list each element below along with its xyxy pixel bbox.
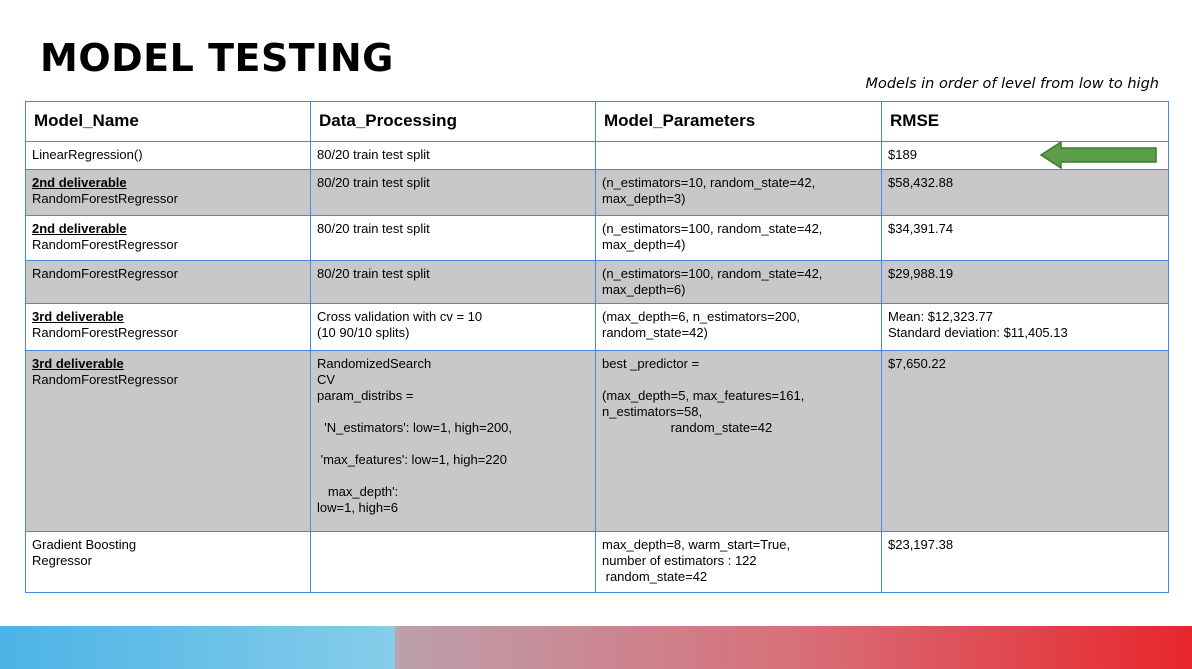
deliverable-label: 3rd deliverable (32, 356, 124, 371)
model-testing-table (25, 101, 1169, 593)
rmse-value: $189 (888, 147, 917, 162)
params-text: (max_depth=6, n_estimators=200, random_state=42) (602, 309, 801, 340)
model-name-cell (26, 351, 311, 532)
table-row (26, 142, 1169, 170)
rmse-cell (882, 170, 1169, 216)
table-row (26, 261, 1169, 304)
params-cell (596, 142, 882, 170)
processing-text: 80/20 train test split (317, 266, 430, 281)
model-name-cell (26, 304, 311, 351)
deliverable-label: 2nd deliverable (32, 175, 127, 190)
model-name: Gradient Boosting Regressor (32, 537, 137, 568)
table-row (26, 216, 1169, 261)
params-text: (n_estimators=10, random_state=42, max_depth=3) (602, 175, 816, 206)
params-text: max_depth=8, warm_start=True, number of estimators : 122 random_state=42 (602, 537, 791, 584)
table-row (26, 304, 1169, 351)
rmse-value: Mean: $12,323.77 Standard deviation: $11,405.13 (888, 309, 1068, 340)
processing-cell (311, 170, 596, 216)
rmse-value: $7,650.22 (888, 356, 946, 371)
table-row (26, 170, 1169, 216)
footer-bar-red (395, 626, 1192, 669)
model-name-cell (26, 532, 311, 593)
processing-cell (311, 532, 596, 593)
model-name: RandomForestRegressor (32, 237, 178, 252)
processing-cell (311, 216, 596, 261)
processing-cell (311, 304, 596, 351)
header-model-name: Model_Name (26, 102, 311, 142)
params-text: (n_estimators=100, random_state=42, max_depth=4) (602, 221, 823, 252)
rmse-value: $58,432.88 (888, 175, 954, 190)
deliverable-label: 2nd deliverable (32, 221, 127, 236)
params-cell (596, 351, 882, 532)
rmse-value: $29,988.19 (888, 266, 954, 281)
rmse-cell (882, 532, 1169, 593)
table-row (26, 351, 1169, 532)
params-cell (596, 532, 882, 593)
params-cell (596, 261, 882, 304)
rmse-cell (882, 304, 1169, 351)
slide-title: MODEL TESTING (40, 36, 394, 80)
rmse-cell (882, 261, 1169, 304)
params-text: best _predictor = (max_depth=5, max_features=161, n_estimators=58, random_state=42 (602, 356, 805, 435)
model-name: RandomForestRegressor (32, 191, 178, 206)
model-name: LinearRegression() (32, 147, 143, 162)
footer-bar-blue (0, 626, 395, 669)
rmse-cell (882, 216, 1169, 261)
rmse-value: $34,391.74 (888, 221, 954, 236)
model-name: RandomForestRegressor (32, 266, 178, 281)
left-arrow-icon (1040, 141, 1158, 169)
model-name: RandomForestRegressor (32, 325, 178, 340)
processing-text: 80/20 train test split (317, 175, 430, 190)
header-model-parameters: Model_Parameters (596, 102, 882, 142)
table-header-row (26, 102, 1169, 142)
processing-cell (311, 261, 596, 304)
model-name: RandomForestRegressor (32, 372, 178, 387)
processing-cell (311, 142, 596, 170)
footer-color-bar (0, 626, 1192, 669)
processing-text: 80/20 train test split (317, 221, 430, 236)
params-cell (596, 216, 882, 261)
params-text: (n_estimators=100, random_state=42, max_depth=6) (602, 266, 823, 297)
processing-cell (311, 351, 596, 532)
header-data-processing: Data_Processing (311, 102, 596, 142)
table-row (26, 532, 1169, 593)
params-cell (596, 304, 882, 351)
params-cell (596, 170, 882, 216)
rmse-value: $23,197.38 (888, 537, 954, 552)
arrow-shape (1041, 142, 1156, 168)
slide-subtitle: Models in order of level from low to high (865, 76, 1159, 92)
rmse-cell (882, 351, 1169, 532)
processing-text: 80/20 train test split (317, 147, 430, 162)
model-name-cell (26, 261, 311, 304)
deliverable-label: 3rd deliverable (32, 309, 124, 324)
model-name-cell (26, 216, 311, 261)
processing-text: RandomizedSearch CV param_distribs = 'N_estimators': low=1, high=200, 'max_features': low=1, high=220 max_depth': low=1, high=6 (317, 356, 513, 515)
header-rmse: RMSE (882, 102, 1169, 142)
processing-text: Cross validation with cv = 10 (10 90/10 splits) (317, 309, 483, 340)
model-name-cell (26, 142, 311, 170)
model-name-cell (26, 170, 311, 216)
